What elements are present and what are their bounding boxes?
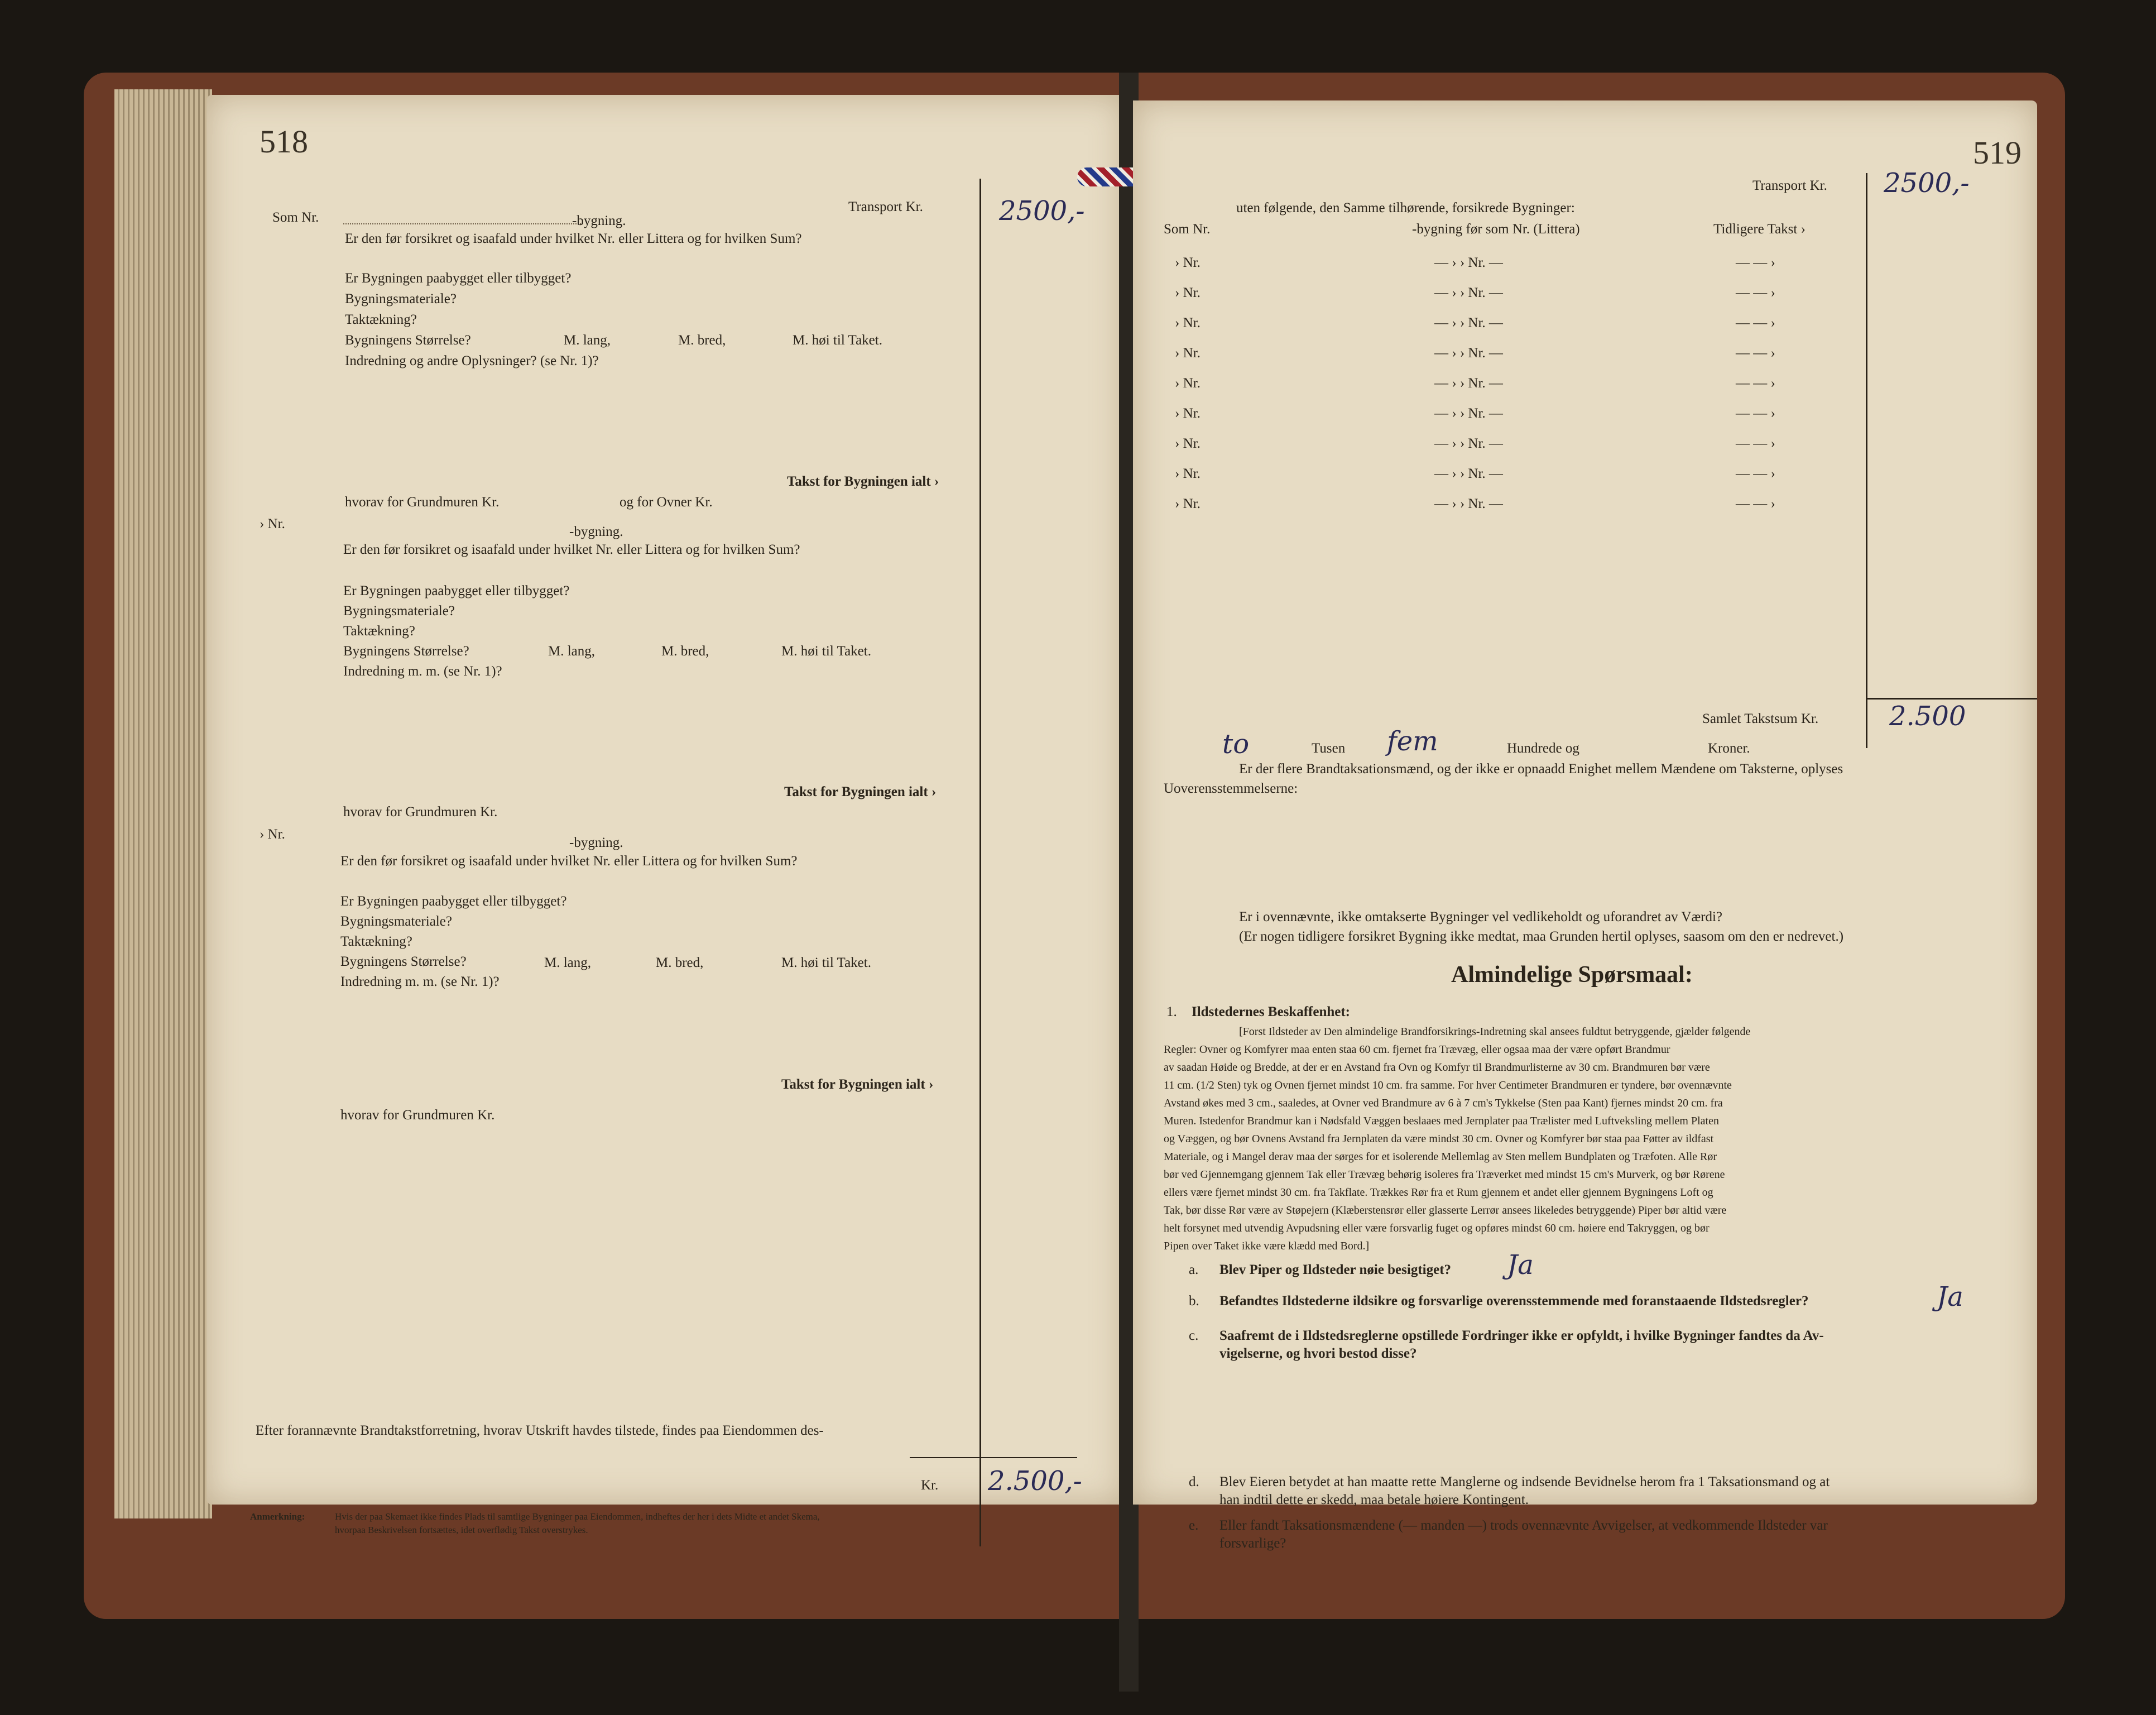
q1-label: 1. (1166, 1004, 1177, 1019)
tidligere-takst: Tidligere Takst › (1713, 222, 1806, 237)
page-edges (114, 89, 212, 1518)
q1-title: Ildstedernes Beskaffenhet: (1192, 1004, 1351, 1019)
row-nr: › Nr. (1175, 466, 1201, 481)
qb-label: b. (1189, 1294, 1199, 1309)
nr-label: › Nr. (260, 516, 285, 531)
kr-label: Kr. (921, 1478, 939, 1493)
transport-amount: 2500,- (1884, 167, 1970, 199)
samlet-amount: 2.500 (1889, 701, 1966, 732)
qd-text-2: han indtil dette er skedd, maa betale høiere Kontingent. (1219, 1492, 1529, 1507)
anmerkning-text: Hvis der paa Skemaet ikke findes Plads til samtlige Bygninger paa Eiendommen, indheftes der her i dets Midte et andet Skema, (335, 1511, 820, 1522)
og-ovner: og for Ovner Kr. (620, 495, 713, 510)
row-end: — — › (1736, 466, 1775, 481)
left-page (207, 95, 1125, 1535)
row-end: — — › (1736, 285, 1775, 300)
m-lang: M. lang, (544, 955, 592, 970)
bygning-label: -bygning. (572, 213, 626, 228)
anmerkning-label: Anmerkning: (250, 1511, 305, 1522)
question-forsikret: Er den før forsikret og isaafald under hvilket Nr. eller Littera og for hvilken Sum? (343, 542, 800, 557)
ovennavnte-question: Er i ovennævnte, ikke omtakserte Bygninger vel vedlikeholdt og uforandret av Værdi? (1239, 909, 1722, 924)
rule-line: Tak, bør disse Rør være av Støpejern (Klæberstensrør eller glasserte Lerrør ansees likeledes betryggende) Piper bør altid være (1164, 1204, 1727, 1216)
section-heading: Almindelige Spørsmaal: (1451, 962, 1693, 988)
handwritten-to: to (1222, 729, 1250, 760)
row-mid: — › › Nr. — (1434, 436, 1503, 451)
qa-answer: Ja (1507, 1249, 1534, 1281)
page-number: 518 (260, 123, 308, 160)
transport-amount: 2500,- (999, 195, 1085, 227)
fill-line (343, 223, 583, 224)
handwritten-fem: fem (1387, 726, 1438, 757)
bygning-label: -bygning. (569, 835, 623, 850)
qc-text-2: vigelserne, og hvori bestod disse? (1219, 1346, 1417, 1361)
som-nr-label: Som Nr. (272, 210, 319, 225)
row-end: — — › (1736, 346, 1775, 361)
hvorav-grundmuren: hvorav for Grundmuren Kr. (345, 495, 500, 510)
rule-line: Regler: Ovner og Komfyrer maa enten staa 60 cm. fjernet fra Trævæg, eller ogsaa maa der være opført Brandmur (1164, 1043, 1670, 1056)
right-page (1133, 100, 2037, 1551)
anmerkning-text: hvorpaa Beskrivelsen fortsættes, idet overflødig Takst overstrykes. (335, 1525, 588, 1535)
row-end: — — › (1736, 406, 1775, 421)
qc-label: c. (1189, 1328, 1199, 1343)
question-materiale: Bygningsmateriale? (343, 603, 455, 619)
row-end: — — › (1736, 315, 1775, 330)
rule-line: helt forsynet med utvendig Avpudsning eller være forsvarlig fuget og opføres mindst 60 cm. høiere end Takryggen, og bør (1164, 1222, 1710, 1234)
row-nr: › Nr. (1175, 346, 1201, 361)
question-forsikret: Er den før forsikret og isaafald under hvilket Nr. eller Littera og for hvilken Sum? (345, 231, 802, 246)
hundrede-label: Hundrede og (1507, 741, 1579, 756)
row-mid: — › › Nr. — (1434, 315, 1503, 330)
row-mid: — › › Nr. — (1434, 496, 1503, 511)
hvorav-grundmuren: hvorav for Grundmuren Kr. (340, 1108, 495, 1123)
bygning-label: -bygning. (569, 524, 623, 539)
total-amount: 2.500,- (988, 1465, 1082, 1497)
rule-line: Muren. Istedenfor Brandmur kan i Nødsfald Væggen beslaaes med Jernplater paa Trælister med Luftveksling mellem Platen (1164, 1115, 1719, 1127)
m-lang: M. lang, (548, 644, 596, 659)
m-bred: M. bred, (661, 644, 709, 659)
flere-text-2: Uoverensstemmelserne: (1164, 781, 1298, 796)
amount-column-rule (979, 179, 981, 1546)
efter-text: Efter forannævnte Brandtakstforretning, hvorav Utskrift havdes tilstede, findes paa Eiendommen des- (256, 1423, 824, 1438)
samlet-label: Samlet Takstsum Kr. (1702, 711, 1819, 726)
row-end: — — › (1736, 496, 1775, 511)
question-indredning: Indredning m. m. (se Nr. 1)? (343, 664, 502, 679)
qb-answer: Ja (1937, 1281, 1963, 1312)
question-storrelse: Bygningens Størrelse? (340, 954, 467, 969)
ovennavnte-note: (Er nogen tidligere forsikret Bygning ikke medtat, maa Grunden hertil oplyses, saasom om den er nedrevet.) (1239, 929, 1844, 944)
rule-line: ellers være fjernet mindst 30 cm. fra Takflate. Trækkes Rør fra et Rum gjennem et andet eller gjennem Bygningens Loft og (1164, 1186, 1713, 1199)
question-storrelse: Bygningens Størrelse? (343, 644, 469, 659)
rule-line: [Forst Ildsteder av Den almindelige Brandforsikrings-Indretning skal ansees fuldtut betryggende, gjælder følgende (1239, 1026, 1751, 1038)
row-end: — — › (1736, 376, 1775, 391)
row-nr: › Nr. (1175, 285, 1201, 300)
row-nr: › Nr. (1175, 406, 1201, 421)
question-indredning: Indredning m. m. (se Nr. 1)? (340, 974, 500, 989)
qa-label: a. (1189, 1262, 1199, 1277)
row-mid: — › › Nr. — (1434, 406, 1503, 421)
question-taktaekning: Taktækning? (340, 934, 412, 949)
qe-label: e. (1189, 1518, 1199, 1533)
question-taktaekning: Taktækning? (343, 624, 415, 639)
qa-text: Blev Piper og Ildsteder nøie besigtiget? (1219, 1262, 1452, 1277)
m-hoi: M. høi til Taket. (793, 333, 882, 348)
row-nr: › Nr. (1175, 436, 1201, 451)
rule-line: og Væggen, og bør Ovnens Avstand fra Jernplaten da være mindst 30 cm. Ovner og Komfyrer bør staa paa Føtter av ildfast (1164, 1133, 1714, 1145)
rule-line: av saadan Høide og Bredde, at der er en Avstand fra Ovn og Komfyr til Brandmurlisterne av 30 cm. Brandmuren bør være (1164, 1061, 1710, 1074)
row-mid: — › › Nr. — (1434, 376, 1503, 391)
row-nr: › Nr. (1175, 315, 1201, 330)
hvorav-grundmuren: hvorav for Grundmuren Kr. (343, 804, 498, 820)
qc-text: Saafremt de i Ildstedsreglerne opstillede Fordringer ikke er opfyldt, i hvilke Bygninger fandtes da Av- (1219, 1328, 1824, 1343)
qe-text: Eller fandt Taksationsmændene (— manden —) trods ovennævnte Avvigelser, at vedkommende Ildsteder var (1219, 1518, 1828, 1533)
question-paabygget: Er Bygningen paabygget eller tilbygget? (343, 583, 570, 598)
question-taktaekning: Taktækning? (345, 312, 417, 327)
amount-column-rule (1866, 173, 1867, 748)
question-indredning: Indredning og andre Oplysninger? (se Nr. 1)? (345, 353, 599, 368)
m-bred: M. bred, (678, 333, 726, 348)
transport-label: Transport Kr. (848, 199, 923, 214)
qe-text-2: forsvarlige? (1219, 1536, 1286, 1551)
rule-line: Avstand økes med 3 cm., saaledes, at Ovner ved Brandmure av 6 à 7 cm's Tykkelse (Sten paa Kant) fjernes mindst 20 cm. fra (1164, 1097, 1723, 1109)
row-mid: — › › Nr. — (1434, 285, 1503, 300)
nr-label: › Nr. (260, 827, 285, 842)
takst-ialt: Takst for Bygningen ialt › (787, 474, 939, 489)
row-nr: › Nr. (1175, 376, 1201, 391)
row-mid: — › › Nr. — (1434, 255, 1503, 270)
tusen-label: Tusen (1312, 741, 1346, 756)
m-bred: M. bred, (656, 955, 704, 970)
takst-ialt: Takst for Bygningen ialt › (781, 1077, 934, 1092)
m-hoi: M. høi til Taket. (781, 955, 871, 970)
header-uten: uten følgende, den Samme tilhørende, forsikrede Bygninger: (1236, 200, 1575, 215)
bygning-for-label: -bygning før som Nr. (Littera) (1412, 222, 1580, 237)
sum-rule (910, 1457, 1077, 1458)
takst-ialt: Takst for Bygningen ialt › (784, 784, 937, 799)
question-materiale: Bygningsmateriale? (340, 914, 452, 929)
rule-line: Pipen over Taket ikke være klædd med Bord.] (1164, 1240, 1370, 1252)
m-lang: M. lang, (564, 333, 611, 348)
row-nr: › Nr. (1175, 496, 1201, 511)
row-nr: › Nr. (1175, 255, 1201, 270)
row-mid: — › › Nr. — (1434, 346, 1503, 361)
transport-label: Transport Kr. (1752, 178, 1827, 193)
row-end: — — › (1736, 436, 1775, 451)
question-paabygget: Er Bygningen paabygget eller tilbygget? (345, 271, 572, 286)
row-mid: — › › Nr. — (1434, 466, 1503, 481)
rule-line: 11 cm. (1/2 Sten) tyk og Ovnen fjernet mindst 10 cm. fra samme. For hver Centimeter Brandmuren er tyndere, bør ovennævnte (1164, 1079, 1732, 1091)
qd-text: Blev Eieren betydet at han maatte rette Manglerne og indsende Bevidnelse herom fra 1 Taksationsmand og at (1219, 1474, 1830, 1489)
question-paabygget: Er Bygningen paabygget eller tilbygget? (340, 894, 567, 909)
rule-line: bør ved Gjennemgang gjennem Tak eller Trævæg behørig isoleres fra Træverket med mindst 15 cm's Murverk, og bør Rørene (1164, 1168, 1725, 1181)
qd-label: d. (1189, 1474, 1199, 1489)
row-end: — — › (1736, 255, 1775, 270)
m-hoi: M. høi til Taket. (781, 644, 871, 659)
rule-line: Materiale, og i Mangel derav maa der sørges for et isolerende Mellemlag av Sten mellem Bundplaten og Træfoten. Alle Rør (1164, 1151, 1717, 1163)
question-forsikret: Er den før forsikret og isaafald under hvilket Nr. eller Littera og for hvilken Sum? (340, 854, 798, 869)
qb-text: Befandtes Ildstederne ildsikre og forsvarlige overensstemmende med foranstaaende Ildstedsregler? (1219, 1294, 1809, 1309)
som-nr-label: Som Nr. (1164, 222, 1211, 237)
kroner-label: Kroner. (1708, 741, 1750, 756)
sum-rule (1866, 698, 2037, 700)
page-number: 519 (1973, 135, 2021, 171)
flere-text: Er der flere Brandtaksationsmænd, og der ikke er opnaadd Enighet mellem Mændene om Taksterne, oplyses (1239, 761, 1843, 777)
question-storrelse: Bygningens Størrelse? (345, 333, 471, 348)
question-materiale: Bygningsmateriale? (345, 291, 457, 306)
